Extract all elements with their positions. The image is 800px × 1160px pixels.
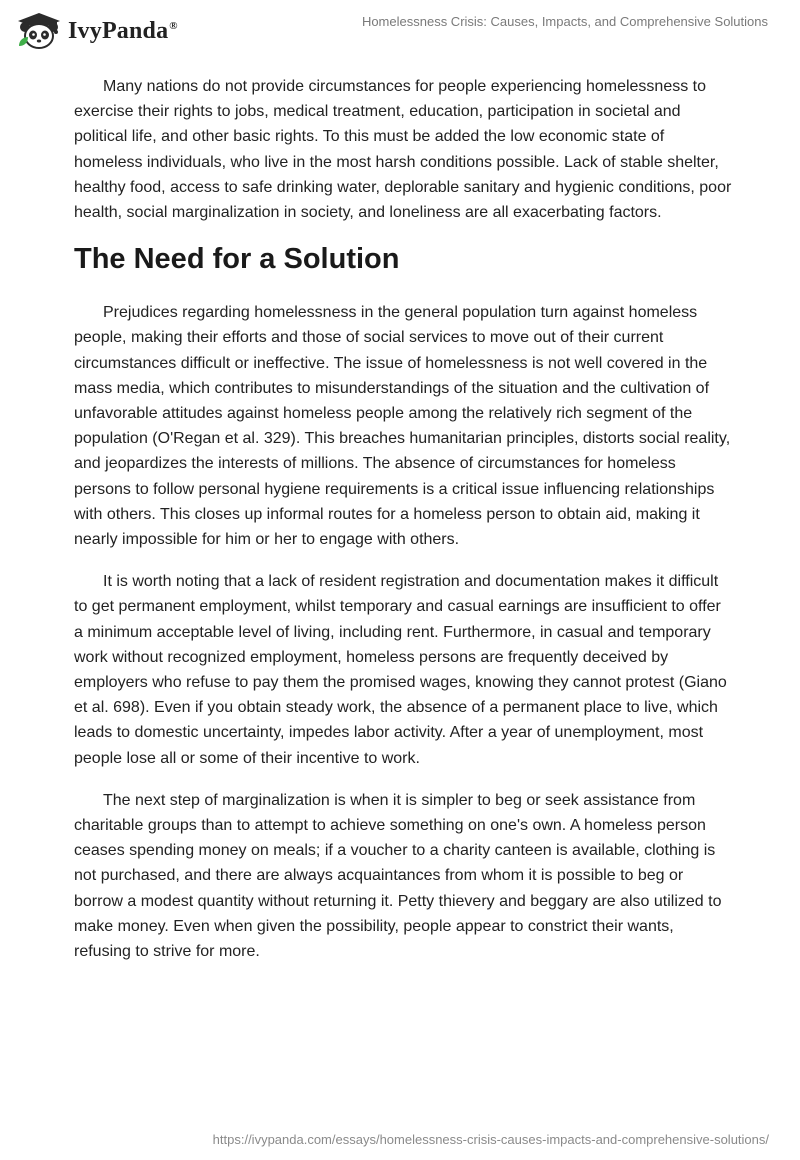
page-header xyxy=(0,0,800,60)
paragraph: It is worth noting that a lack of resident registration and documentation makes it difficult to get permanent employment, whilst temporary and casual earnings are insufficient to offer a minimum acceptable level of living, including rent. Furthermore, in casual and temporary work without recognized employment, homeless persons are frequently deceived by employers who refuse to pay them the promised wages, knowing they cannot protest (Giano et al. 698). Even if you obtain steady work, the absence of a permanent place to live, which leads to domestic uncertainty, impedes labor activity. After a year of unemployment, most people lose all or some of their incentive to work. xyxy=(74,573,727,767)
paragraph: The next step of marginalization is when it is simpler to beg or seek assistance from charitable groups than to attempt to achieve something on one's own. A homeless person ceases spending money on meals; if a voucher to a charity canteen is available, clothing is not purchased, and there are always acquaintances from whom it is possible to beg or borrow a modest quantity without returning it. Petty thievery and beggary are also utilized to make money. Even when given the possibility, people appear to constrict their wants, refusing to strive for more. xyxy=(74,791,722,961)
paragraph: Many nations do not provide circumstances for people experiencing homelessness to exercise their rights to jobs, medical treatment, education, participation in societal and political life, and other basic rights. To this must be added the low economic state of homeless individuals, who live in the most harsh conditions possible. Lack of stable shelter, healthy food, access to safe drinking water, deplorable sanitary and hygienic conditions, poor health, social marginalization in society, and loneliness are all exacerbating factors. xyxy=(74,78,732,222)
brand-name: IvyPanda® xyxy=(68,17,178,44)
section-heading: The Need for a Solution xyxy=(74,243,400,276)
source-url-link[interactable]: https://ivypanda.com/essays/homelessness-crisis-causes-impacts-and-comprehensive-solutions/ xyxy=(212,1132,769,1147)
registered-mark: ® xyxy=(169,19,178,32)
paragraph: Prejudices regarding homelessness in the general population turn against homeless people, making their efforts and those of social services to move out of their current circumstances difficult or ineffective. The issue of homelessness is not well covered in the mass media, which contributes to misunderstandings of the situation and the cultivation of unfavorable attitudes against homeless people among the relatively rich segment of the population (O'Regan et al. 329). This breaches humanitarian principles, distorts social reality, and jeopardizes the interests of millions. The absence of circumstances for homeless persons to follow personal hygiene requirements is a critical issue influencing relationships with others. This closes up informal routes for a homeless person to obtain aid, making it nearly impossible for him or her to engage with others. xyxy=(74,304,731,549)
ivypanda-logo[interactable] xyxy=(16,12,178,50)
essay-content xyxy=(74,74,734,981)
document-title: Homelessness Crisis: Causes, Impacts, and Comprehensive Solutions xyxy=(361,14,768,29)
panda-graduation-cap-logo-icon xyxy=(16,12,62,50)
